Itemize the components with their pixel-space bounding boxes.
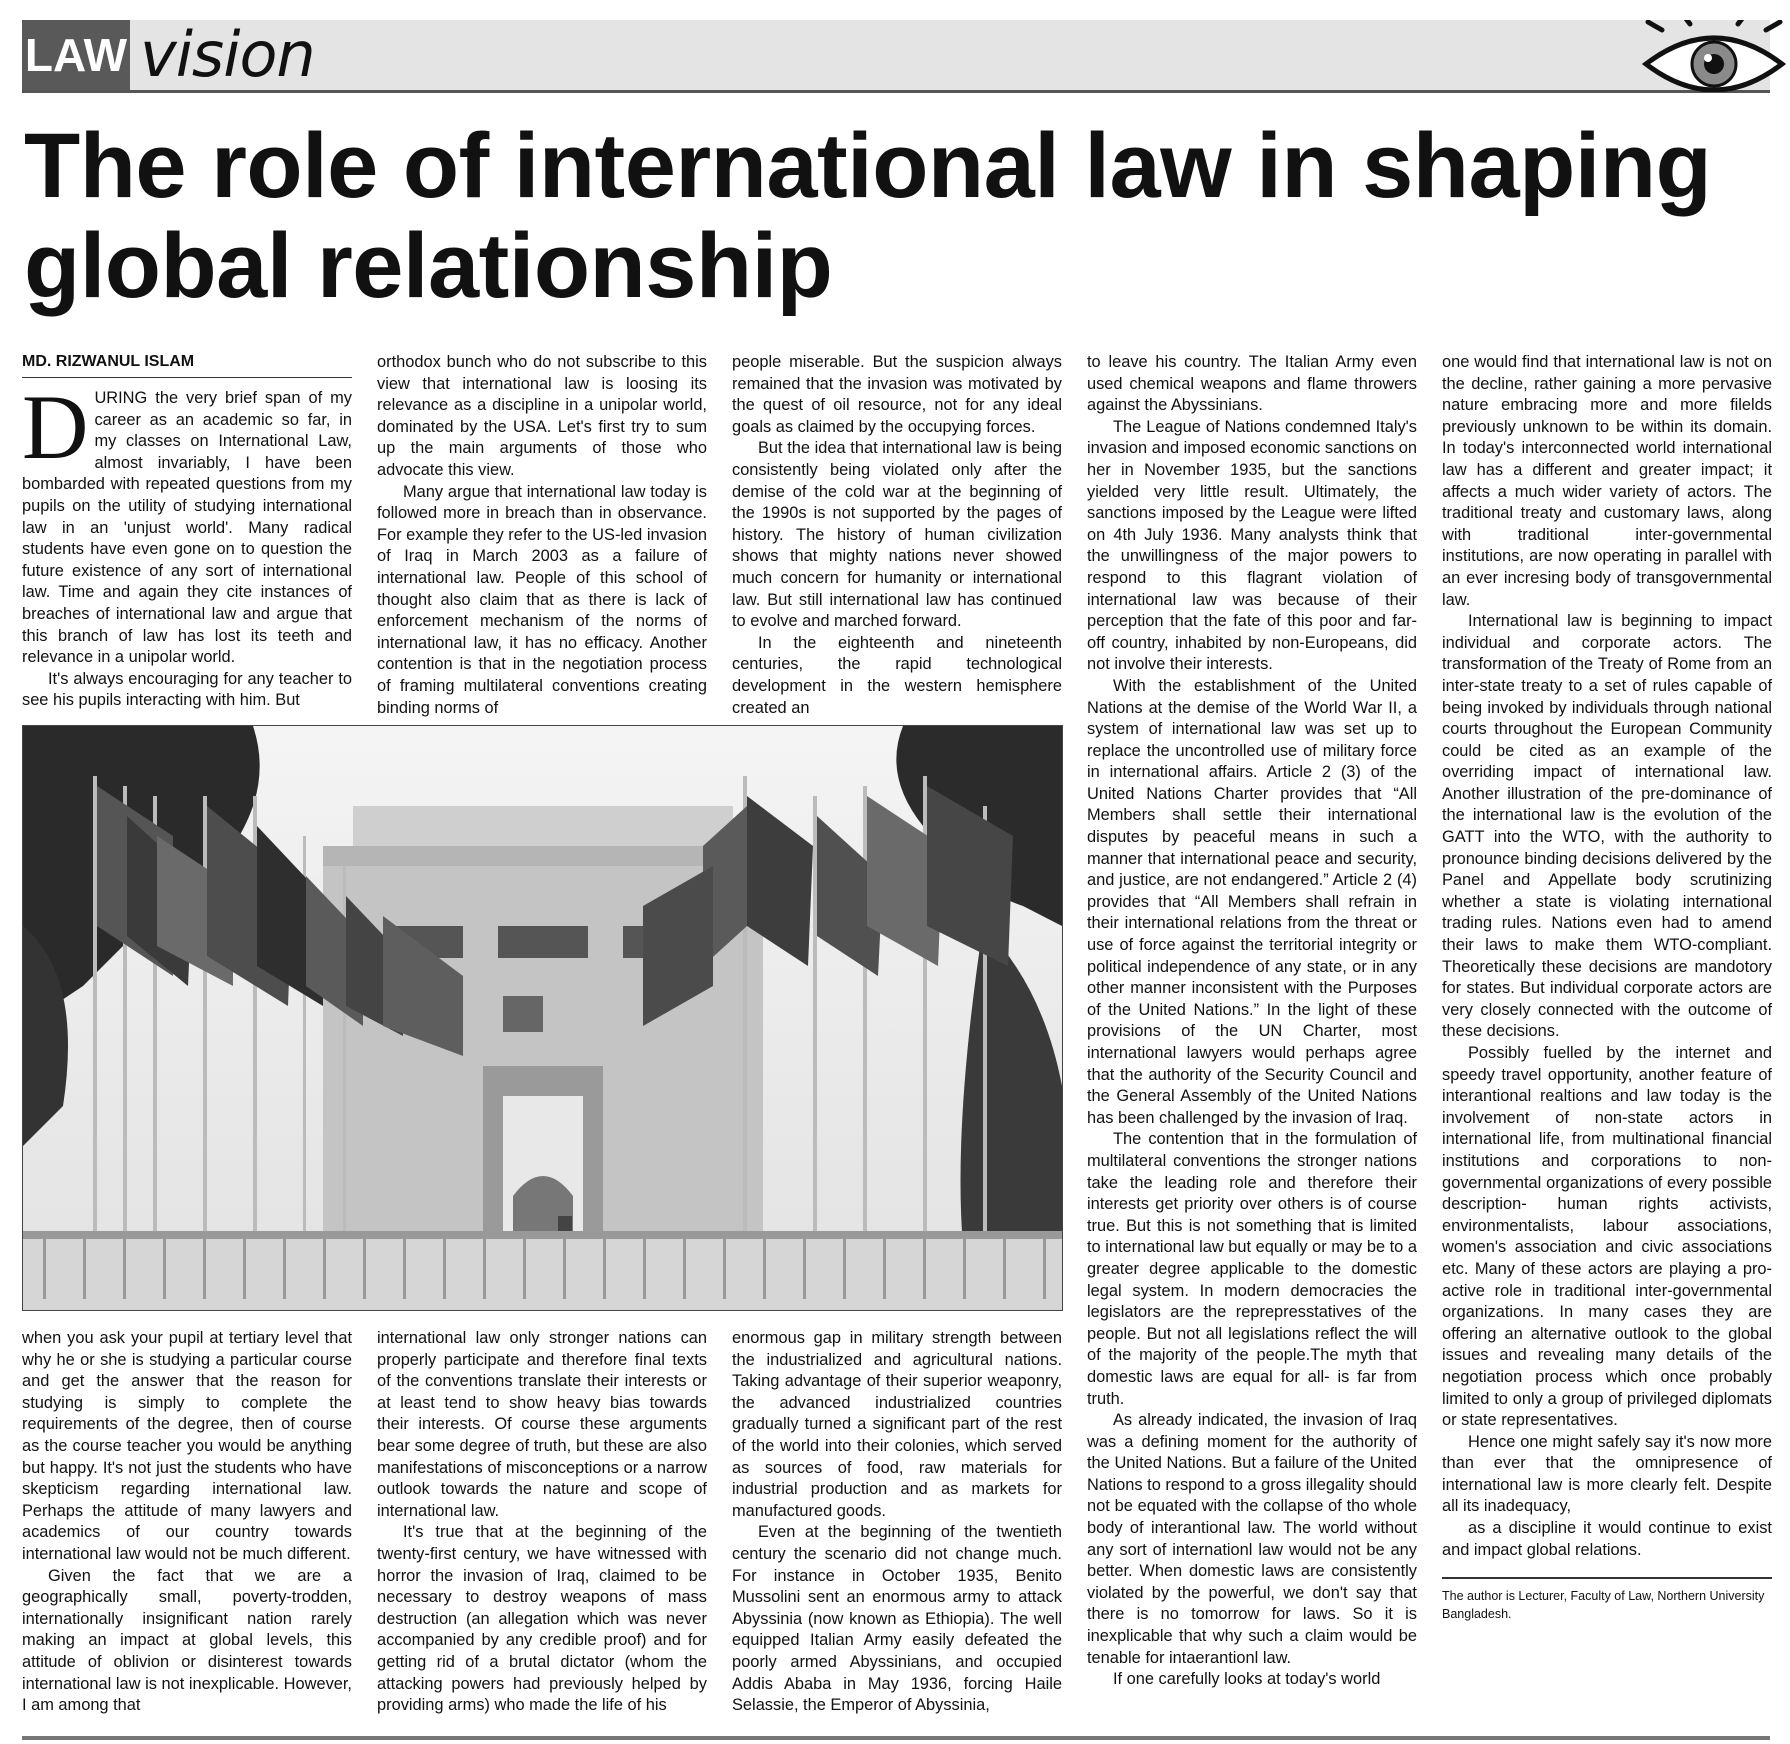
column-2-bottom xyxy=(377,1328,707,1717)
section-label: LAW xyxy=(22,20,130,90)
paragraph: international law only stronger nations can properly participate and therefore final texts of the conventions translate their interests or at least tend to show heavy bias towards their interests. Of course these arguments bear some degree of truth, but these are also manifestations of misconceptions or a narrow outlook towards the nature and scope of international law. xyxy=(377,1329,707,1520)
column-3-bottom xyxy=(732,1328,1062,1717)
paragraph: In the eighteenth and nineteenth centuries, the rapid technological development in the western hemisphere created an xyxy=(732,633,1062,717)
paragraph: As already indicated, the invasion of Iraq was a defining moment for the authority of the United Nations. But a failure of the United Nations to respond to a gross illegality should not be equated with the collapse of tho whole body of interantional law. The world without any sort of internationl law would not be any better. When domestic laws are consistently violated by the powerful, we don't say that there is no tomorrow for laws. So it is inexplicable that why such a claim would be tenable for intaerantionl law. xyxy=(1087,1411,1417,1667)
paragraph: enormous gap in military strength between the industrialized and agricultural nations. Taking advantage of their superior weaponry, the advanced industrialized countries gradually turned a significant part of the rest of the world into their colonies, which served as sources of food, raw materials for industrial production and as markets for manufactured goods. xyxy=(732,1329,1062,1520)
drop-cap: D xyxy=(22,376,89,478)
article-headline: The role of international law in shaping global relationship xyxy=(24,115,1712,317)
section-title: vision xyxy=(140,18,315,91)
column-1-top xyxy=(22,352,352,712)
paragraph: But the idea that international law is being consistently being violated only after the demise of the cold war at the beginning of the 1990s is not supported by the pages of history. The history of human civilization shows that mighty nations never showed much concern for humanity or international law. But still international law has continued to evolve and marched forward. xyxy=(732,439,1062,631)
article-photo xyxy=(22,725,1063,1311)
paragraph: people miserable. But the suspicion always remained that the invasion was motivated by the quest of oil resource, not for any ideal goals as claimed by the occupying forces. xyxy=(732,353,1062,436)
paragraph: when you ask your pupil at tertiary level that why he or she is studying a particular course and get the answer that the reason for studying is simply to complete the requirements of the degree, then of course as the course teacher you would be anything but happy. It's not just the students who have skepticism regarding international law. Perhaps the attitude of many lawyers and academics of our country towards international law would not be much different. xyxy=(22,1329,352,1563)
paragraph: Even at the beginning of the twentieth century the scenario did not change much. For instance in October 1935, Benito Mussolini sent an enormous army to attack Abyssinia (now known as Ethiopia). The well equipped Italian Army easily defeated the poorly armed Abyssinians, and occupied Addis Ababa in May 1936, forcing Haile Selassie, the Emperor of Abyssinia, xyxy=(732,1523,1062,1715)
paragraph: orthodox bunch who do not subscribe to this view that international law is loosing its relevance as a discipline in a unipolar world, dominated by the USA. Let's first try to sum up the main arguments of those who advocate this view. xyxy=(377,353,707,479)
paragraph: to leave his country. The Italian Army even used chemical weapons and flame throwers against the Abyssinians. xyxy=(1087,353,1417,415)
paragraph: Given the fact that we are a geographically small, poverty-trodden, internationally insignificant nation rarely making an impact at global levels, this attitude of oblivion or disinterest towards international law is not inexplicable. However, I am among that xyxy=(22,1566,352,1715)
paragraph: It's true that at the beginning of the twenty-first century, we have witnessed with horror the invasion of Iraq, claimed to be necessary to destroy weapons of mass destruction (an allegation which was never accompanied by any credible proof) and for getting rid of a brutal dictator (whom the attacking powers had previously helped by providing arms) who made the life of his xyxy=(377,1523,707,1715)
paragraph: The League of Nations condemned Italy's invasion and imposed economic sanctions on her in November 1935, but the sanctions yielded very little result. Ultimately, the sanctions imposed by the League were lifted on 4th July 1936. Many analysts think that the unwillingness of the major powers to respond to this flagrant violation of international law was because of their perception that the fate of this poor and far-off country, inhabited by non-Europeans, did not involve their interests. xyxy=(1087,417,1417,674)
paragraph: With the establishment of the United Nations at the demise of the World War II, a system of international law was set up to replace the uncontrolled use of military force in international affairs. Article 2 (3) of the United Nations Charter provides that “All Members shall settle their international disputes by peaceful means in such a manner that international peace and security, and justice, are not endangered.” Article 2 (4) provides that “All Members shall refrain in their international relations from the threat or use of force against the territorial integrity or political independence of any state, or in any other manner inconsistent with the Purposes of the United Nations.” In the light of these provisions of the UN Charter, most international lawyers would perhaps agree that the authority of the Security Council and the General Assembly of the United Nations has been challenged by the invasion of Iraq. xyxy=(1087,676,1417,1127)
un-building-flags-photo xyxy=(23,726,1062,1310)
section-banner xyxy=(22,20,1770,93)
paragraph: one would find that international law is not on the decline, rather gaining a more pervasive nature embracing more and more filelds previously unknown to be within its domain. In today's interconnected world international law has a different and greater impact; it affects a much wider variety of actors. The traditional treaty and customary laws, along with traditional inter-governmental institutions, are now operating in parallel with an ever incresing body of transgovernmental law. xyxy=(1442,353,1772,609)
eye-icon xyxy=(1640,20,1788,92)
paragraph: Possibly fuelled by the internet and speedy travel opportunity, another feature of interantional realtions and law today is the involvement of non-state actors in international life, from multinational financial institutions and corporations to non-governmental organizations of every possible description- human rights activists, environmentalists, labour associations, women's association and civic associations etc. Many of these actors are playing a pro-active role in traditional inter-governmental organizations. In many cases they are offering an alternative outlook to the global issues and revealing many details of the negotiation process which once probably limited to only a group of privileged diplomats or state representatives. xyxy=(1442,1044,1772,1430)
author-note: The author is Lecturer, Faculty of Law, Northern University Bangladesh. xyxy=(1442,1589,1765,1622)
column-3-top xyxy=(732,352,1062,719)
paragraph: Hence one might safely say it's now more than ever that the omnipresence of international law is more clearly felt. Despite all its inadequacy, xyxy=(1442,1432,1772,1516)
column-2-top xyxy=(377,352,707,719)
paragraph: URING the very brief span of my career as an academic so far, in my classes on International Law, almost invariably, I have been bombarded with repeated questions from my pupils on the utility of studying international law in an 'unjust world'. Many radical students have even gone on to question the future existence of any sort of international law. Time and again they cite instances of breaches of international law and argue that this branch of law has lost its teeth and relevance in a unipolar world. xyxy=(22,389,352,667)
author-note-divider xyxy=(1442,1577,1772,1623)
paragraph: The contention that in the formulation of multilateral conventions the stronger nations take the leading role and therefore their interests get priority over others is of course true. But this is not something that is limited to international law but equally or may be to a greater degree applicable to the domestic legal system. In modern democracies the legislators are the reprepresstatives of the people. But not all legislations reflect the will of the majority of the people.The myth that domestic laws are equal for all- is far from truth. xyxy=(1087,1130,1417,1408)
column-4 xyxy=(1087,352,1417,1691)
byline: MD. RIZWANUL ISLAM xyxy=(22,352,352,378)
column-5 xyxy=(1442,352,1772,1623)
paragraph: International law is beginning to impact individual and corporate actors. The transformation of the Treaty of Rome from an inter-state treaty to a set of rules capable of being invoked by individuals through national courts throughout the European Community could be cited as an example of the overriding impact of international law. Another illustration of the pre-dominance of the international law is the evolution of the GATT into the WTO, with the authority to pronounce binding decisions delivered by the Panel and Appellate body scrutinizing whether a state is violating international trading rules. Nations even had to amend their laws to make them WTO-compliant. Theoretically these decisions are mandotory for states. But individual corporate actors are very closely connected with the outcome of these decisions. xyxy=(1442,612,1772,1041)
paragraph: It's always encouraging for any teacher to see his pupils interacting with him. But xyxy=(22,669,352,710)
column-1-bottom xyxy=(22,1328,352,1717)
paragraph: Many argue that international law today is followed more in breach than in observance. For example they refer to the US-led invasion of Iraq in March 2003 as a failure of international law. People of this school of thought also claim that as there is lack of enforcement mechanism of the norms of international law, it has no efficacy. Another contention is that in the negotiation process of framing multilateral conventions creating binding norms of xyxy=(377,482,707,717)
paragraph: as a discipline it would continue to exist and impact global relations. xyxy=(1442,1519,1772,1559)
page-bottom-rule xyxy=(22,1736,1770,1740)
paragraph: If one carefully looks at today's world xyxy=(1113,1670,1381,1689)
